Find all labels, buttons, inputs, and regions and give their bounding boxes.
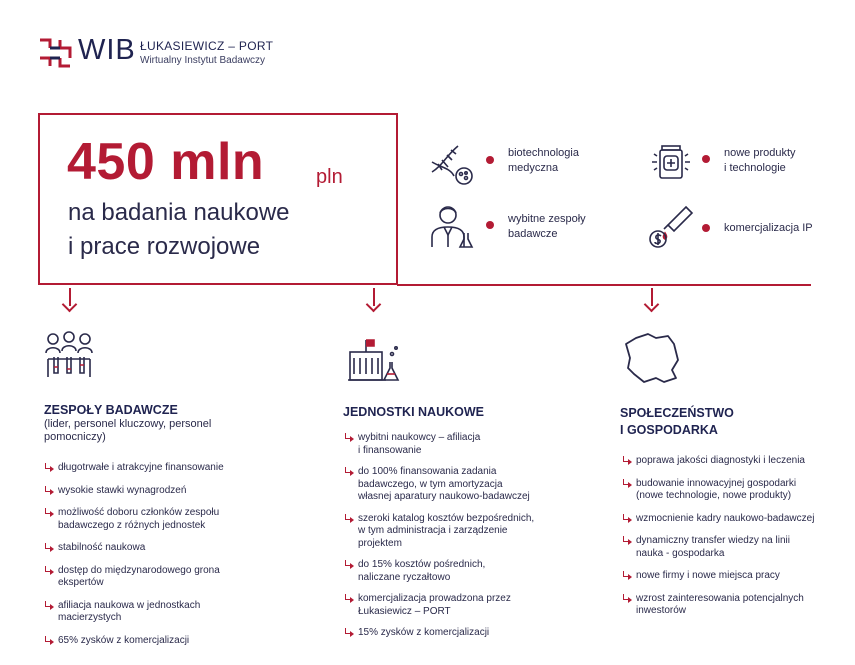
column-title: JEDNOSTKI NAUKOWE [343,405,484,419]
hero-tagline-1: na badania naukowe [68,199,290,226]
pipette-money-icon [648,203,694,249]
org-name: ŁUKASIEWICZ – PORT [140,39,274,53]
dna-icon [428,140,474,186]
list-item: do 15% kosztów pośrednich, naliczane ryczałtowo [344,559,584,584]
list-item: wzrost zainteresowania potencjalnych inwestorów [622,593,842,618]
column-list [344,432,584,640]
list-item: komercjalizacja prowadzona przez Łukasiewicz – PORT [344,593,584,618]
org-subtitle: Wirtualny Instytut Badawczy [140,55,266,66]
feature-bullet [486,156,494,164]
team-lab-icon [44,331,94,379]
arrow-down-icon [367,288,381,312]
logo-mark-icon [38,38,72,68]
list-item: stabilność naukowa [44,542,314,555]
list-item: wzmocnienie kadry naukowo-badawczej [622,513,842,526]
divider-line [397,284,811,286]
feature-bullet [702,155,710,163]
column-title: SPOŁECZEŃSTWO I GOSPODARKA [620,406,734,437]
hero-tagline-2: i prace rozwojowe [68,233,261,260]
institution-lab-icon [346,336,396,384]
column-title: ZESPOŁY BADAWCZE [44,403,178,417]
list-item: szeroki katalog kosztów bezpośrednich, w tym administracja i zarządzenie projektem [344,513,584,551]
feature-text: biotechnologia medyczna [508,147,579,174]
column-list [44,462,314,647]
column-subtitle: (lider, personel kluczowy, personel pomocniczy) [44,418,212,443]
feature-text: nowe produkty i technologie [724,147,796,174]
list-item: wybitni naukowcy – afiliacja i finansowanie [344,432,584,457]
column-list [622,455,842,618]
list-item: dynamiczny transfer wiedzy na linii nauka - gospodarka [622,535,842,560]
list-item: afiliacja naukowa w jednostkach macierzystych [44,600,314,625]
arrow-down-icon [63,288,77,312]
list-item: do 100% finansowania zadania badawczego, w tym amortyzacja własnej aparatury naukowo-badawczej [344,466,584,504]
scientist-icon [428,203,474,249]
list-item: wysokie stawki wynagrodzeń [44,485,314,498]
list-item: poprawa jakości diagnostyki i leczenia [622,455,842,468]
list-item: nowe firmy i nowe miejsca pracy [622,570,842,583]
list-item: 65% zysków z komercjalizacji [44,635,314,648]
hero-amount: 450 mln [67,133,265,191]
list-item: budowanie innowacyjnej gospodarki (nowe technologie, nowe produkty) [622,478,842,503]
list-item: dostęp do międzynarodowego grona ekspertów [44,565,314,590]
product-box-icon [648,140,694,186]
poland-map-icon [622,330,672,378]
feature-bullet [702,224,710,232]
list-item: możliwość doboru członków zespołu badawczego z różnych jednostek [44,507,314,532]
feature-text: wybitne zespoły badawcze [508,213,586,240]
feature-bullet [486,221,494,229]
hero-unit: pln [316,166,343,188]
list-item: długotrwałe i atrakcyjne finansowanie [44,462,314,475]
feature-text: komercjalizacja IP [724,222,813,234]
arrow-down-icon [645,288,659,312]
list-item: 15% zysków z komercjalizacji [344,627,584,640]
logo-wordmark: WIB [78,34,136,66]
